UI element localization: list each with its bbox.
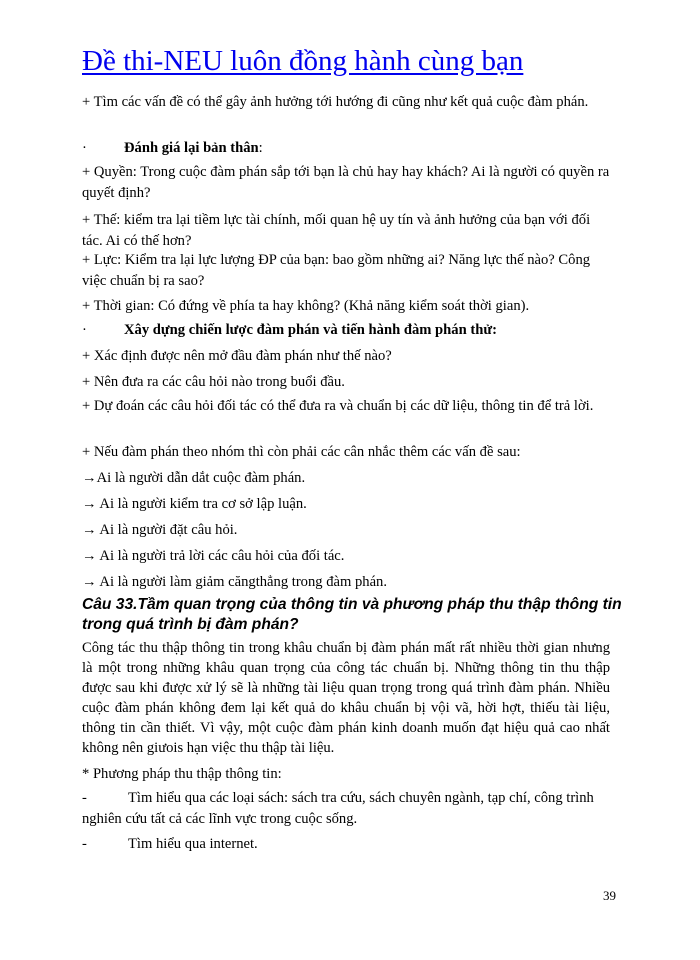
heading-self-assessment-text: Đánh giá lại bản thân — [124, 140, 259, 156]
heading-strategy — [82, 320, 610, 341]
paragraph-position: + Thế: kiểm tra lại tiềm lực tài chính, mối quan hệ uy tín và ảnh hưởng của bạn với đối tác. Ai có thế hơn? — [82, 212, 591, 249]
method-item-books — [82, 788, 610, 830]
arrow-item-checker: → Ai là người kiểm tra cơ sở lập luận. — [82, 496, 307, 512]
paragraph-authority: + Quyền: Trong cuộc đàm phán sắp tới bạn là chủ hay hay khách? Ai là người có quyền ra quyết định? — [82, 164, 610, 201]
section-body: Công tác thu thập thông tin trong khâu chuẩn bị đàm phán mất rất nhiều thời gian nhưng là một trong những khâu quan trọng của công tác chuẩn bị. Những thông tin thu thập được sau khi được xử lý sẽ là những tài liệu quan trọng trong quá trình đàm phán. Nhiều cuộc đàm phán không đem lại kết quả do khâu chuẩn bị vội vã, hời hợt, thiếu tài liệu, thông tin cần thiết. Vì vậy, một cuộc đàm phán kinh doanh muốn đạt hiệu quả cao nhất không nên giưois hạn việc thu thập tài liệu. — [82, 640, 610, 756]
arrow-item-tension-reducer: → Ai là người làm giảm căngthẳng trong đàm phán. — [82, 574, 388, 590]
heading-strategy-text: Xây dựng chiến lược đàm phán và tiến hành đàm phán thử: — [124, 322, 497, 338]
paragraph-team-considerations: + Nếu đàm phán theo nhóm thì còn phải các cân nhắc thêm các vấn đề sau: — [82, 444, 521, 460]
arrow-item-questioner: → Ai là người đặt câu hỏi. — [82, 522, 238, 538]
method-item-books-text: Tìm hiểu qua các loại sách: sách tra cứu, sách chuyên ngành, tạp chí, công trình nghiên cứu tất cả các lĩnh vực trong cuộc sống. — [82, 790, 594, 827]
heading-self-assessment — [82, 138, 610, 159]
method-item-internet — [82, 834, 610, 855]
arrow-item-responder: → Ai là người trả lời các câu hỏi của đối tác. — [82, 548, 345, 564]
paragraph-time: + Thời gian: Có đứng về phía ta hay không? (Khả năng kiểm soát thời gian). — [82, 298, 530, 314]
bullet-dot: · — [82, 322, 87, 338]
methods-heading: * Phương pháp thu thập thông tin: — [82, 766, 282, 782]
arrow-item-leader: →Ai là người dẫn dắt cuộc đàm phán. — [82, 470, 306, 486]
page-number: 39 — [603, 888, 616, 903]
paragraph-predict-questions: + Dự đoán các câu hỏi đối tác có thể đưa ra và chuẩn bị các dữ liệu, thông tin để trả lời. — [82, 398, 594, 414]
paragraph-identify-issues: + Tìm các vấn đề có thể gây ảnh hưởng tới hướng đi cũng như kết quả cuộc đàm phán. — [82, 94, 589, 110]
dash-marker: - — [82, 790, 87, 806]
method-item-internet-text: Tìm hiểu qua internet. — [128, 836, 258, 852]
dash-marker: - — [82, 836, 87, 852]
paragraph-opening: + Xác định được nên mở đầu đàm phán như thế nào? — [82, 348, 392, 364]
section-title: Câu 33.Tầm quan trọng của thông tin và phương pháp thu thập thông tin trong quá trình bị đàm phán? — [82, 596, 622, 633]
header-title-link[interactable]: Đề thi-NEU luôn đồng hành cùng bạn — [82, 45, 524, 77]
heading-self-assessment-colon: : — [258, 140, 263, 156]
bullet-dot: · — [82, 140, 87, 156]
paragraph-force: + Lực: Kiểm tra lại lực lượng ĐP của bạn: bao gồm những ai? Năng lực thế nào? Công việc chuẩn bị ra sao? — [82, 252, 591, 289]
paragraph-first-questions: + Nên đưa ra các câu hỏi nào trong buổi đầu. — [82, 374, 345, 390]
